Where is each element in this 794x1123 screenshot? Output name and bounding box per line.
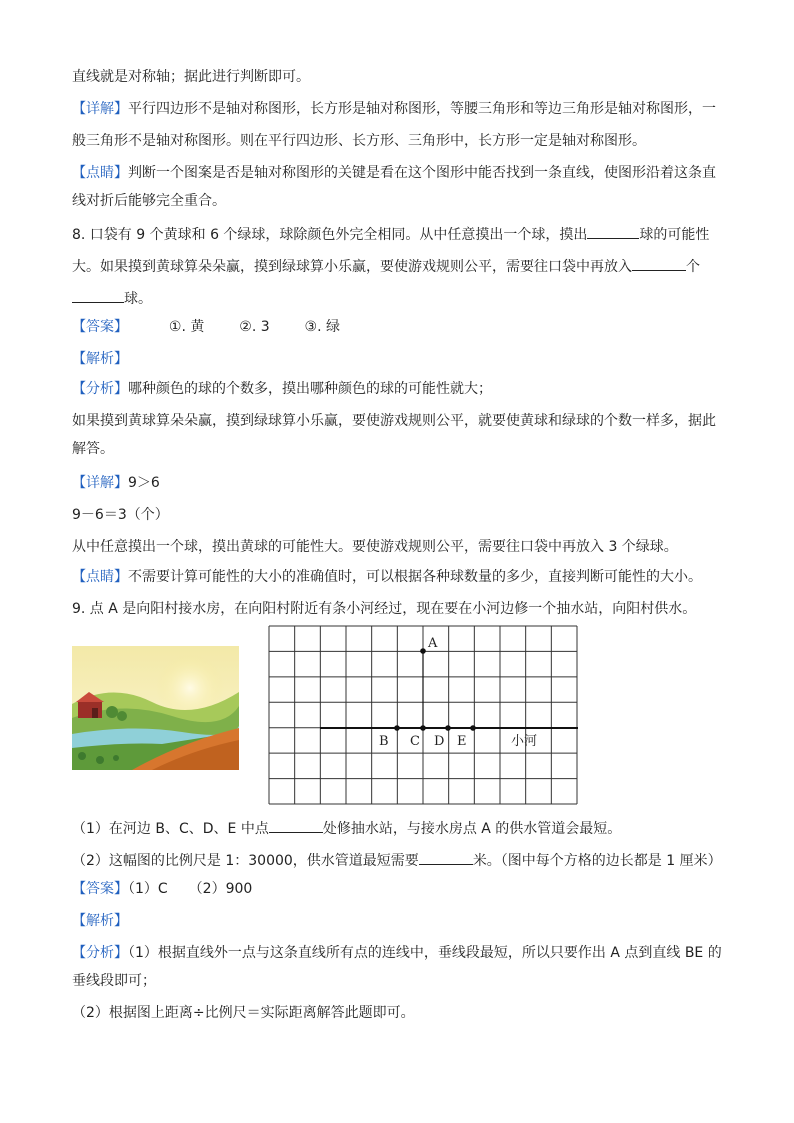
fenxi-tag: 【分析】: [72, 381, 128, 397]
analysis-line: 【分析】哪种颜色的球的个数多，摸出哪种颜色的球的可能性就大；: [72, 381, 492, 397]
answer-blank: [419, 850, 473, 865]
text-line: 般三角形不是轴对称图形。则在平行四边形、长方形、三角形中，长方形一定是轴对称图形。: [72, 133, 646, 149]
answer-blank: [72, 288, 124, 303]
text-line: 从中任意摸出一个球，摸出黄球的可能性大。要使游戏规则公平，需要往口袋中再放入 3 个绿球。: [72, 539, 678, 555]
answer-item: ②. 3: [239, 319, 270, 335]
question-8-line2: 大。如果摸到黄球算朵朵赢，摸到绿球算小乐赢，要使游戏规则公平，需要往口袋中再放入 个: [72, 256, 700, 276]
point-a: [420, 648, 426, 654]
text-line: 垂线段即可；: [72, 973, 156, 989]
label-c: C: [410, 734, 420, 749]
analysis-line: 【分析】（1）根据直线外一点与这条直线所有点的连线中，垂线段最短，所以只要作出 A 点到直线 BE 的: [72, 945, 722, 961]
text-line: 解答。: [72, 441, 114, 457]
analysis-heading: 【解析】: [72, 351, 128, 367]
answer-blank: [269, 818, 323, 833]
detail-line: 【详解】9＞6: [72, 475, 160, 491]
answer-blank: [587, 224, 639, 239]
question-9-sub2: （2）这幅图的比例尺是 1：30000，供水管道最短需要 米。（图中每个方格的边长都是 1 厘米）: [72, 850, 722, 870]
analysis-heading: 【解析】: [72, 913, 128, 929]
text-line: 【点睛】判断一个图案是否是轴对称图形的关键是看在这个图形中能否找到一条直线，使图形沿着这条直: [72, 165, 716, 181]
answer-line: [72, 318, 340, 336]
text-line: 如果摸到黄球算朵朵赢，摸到绿球算小乐赢，要使游戏规则公平，就要使黄球和绿球的个数一样多，据此: [72, 413, 716, 429]
grid-diagram: [268, 625, 578, 805]
comment-tag: 【点睛】: [72, 569, 128, 585]
comment-line: 【点睛】不需要计算可能性的大小的准确值时，可以根据各种球数量的多少，直接判断可能性的大小。: [72, 569, 702, 585]
detail-tag: 【详解】: [72, 475, 128, 491]
text-line: （2）根据图上距离÷比例尺＝实际距离解答此题即可。: [72, 1005, 415, 1021]
text-line: 【详解】平行四边形不是轴对称图形，长方形是轴对称图形，等腰三角形和等边三角形是轴对称图形，一: [72, 101, 716, 117]
landscape-illustration: [72, 646, 239, 770]
label-b: B: [379, 734, 389, 749]
answer-tag: 【答案】: [72, 319, 128, 335]
answer-blank: [632, 256, 686, 271]
question-9-stem: 9. 点 A 是向阳村接水房，在向阳村附近有条小河经过，现在要在小河边修一个抽水站，向阳村供水。: [72, 601, 697, 617]
fenxi-tag: 【分析】: [72, 945, 128, 961]
comment-tag: 【点睛】: [72, 165, 128, 181]
label-a: A: [428, 636, 438, 651]
label-e: E: [457, 734, 467, 749]
question-9-sub1: （1）在河边 B、C、D、E 中点 处修抽水站，与接水房点 A 的供水管道会最短。: [72, 818, 621, 838]
label-d: D: [434, 734, 445, 749]
text-line: 直线就是对称轴；据此进行判断即可。: [72, 69, 310, 85]
label-river: 小河: [511, 734, 538, 749]
detail-tag: 【详解】: [72, 101, 128, 117]
text-line: 线对折后能够完全重合。: [72, 193, 226, 209]
question-8-line3: 球。: [72, 288, 152, 308]
answer-item: ③. 绿: [304, 319, 340, 335]
answer-item: ①. 黄: [168, 319, 205, 335]
point-e: [470, 725, 476, 731]
answer-line: 【答案】（1）C （2）900: [72, 881, 253, 897]
answer-tag: 【答案】: [72, 881, 128, 897]
point-d: [445, 725, 451, 731]
question-8-line1: 8. 口袋有 9 个黄球和 6 个绿球，球除颜色外完全相同。从中任意摸出一个球，摸出 球的可能性: [72, 224, 709, 244]
point-b: [394, 725, 400, 731]
text-line: 9－6＝3（个）: [72, 507, 169, 523]
point-c: [420, 725, 426, 731]
